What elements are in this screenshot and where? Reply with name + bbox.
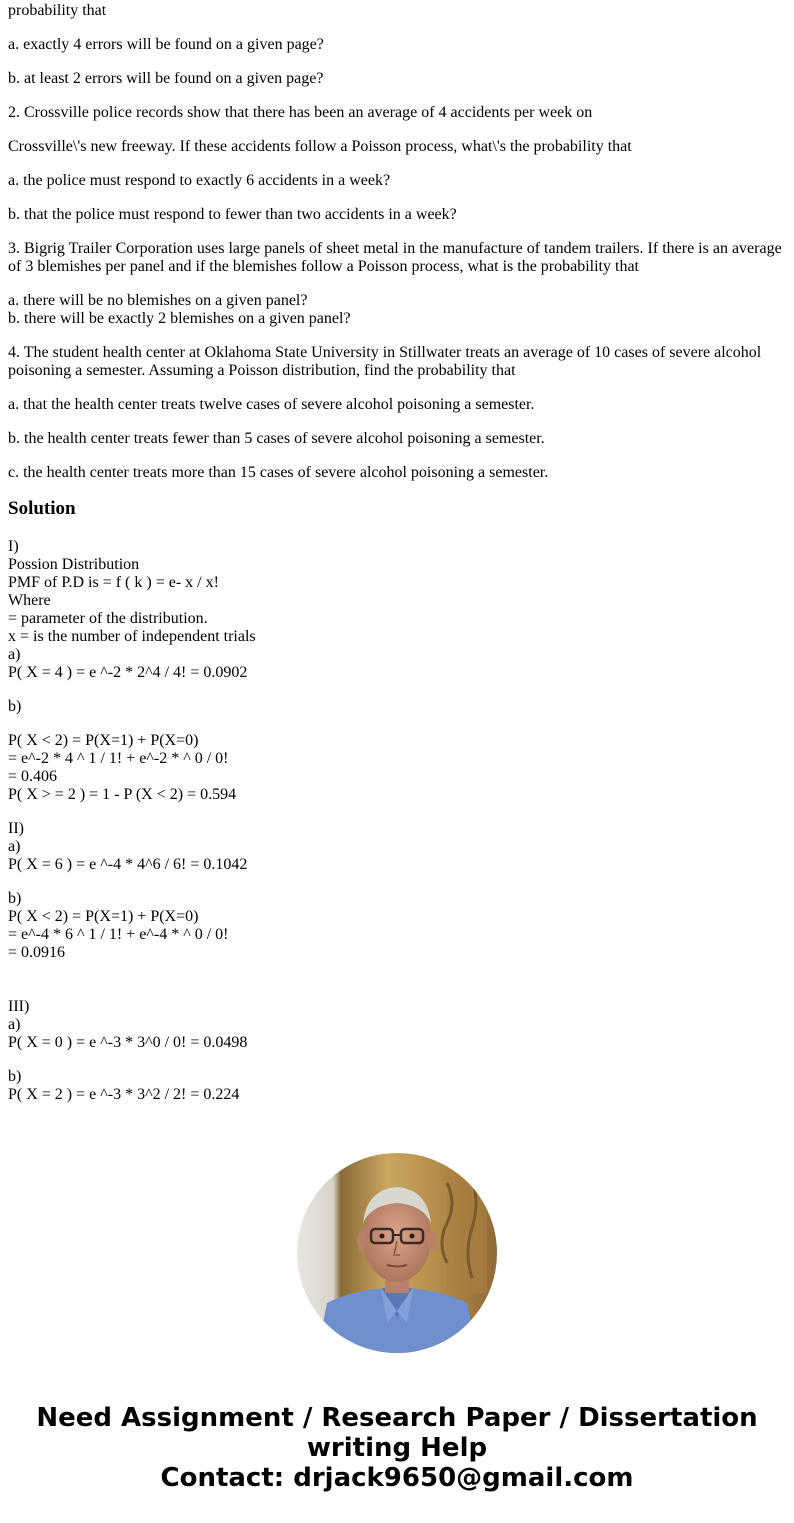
- problem-4-intro: 4. The student health center at Oklahoma State University in Stillwater treats an average of 10 cases of severe alcohol poisoning a semester. Assuming a Poisson distribution, find the probability that: [8, 344, 762, 379]
- solution-line: = 0.406: [8, 768, 58, 785]
- spacer: [8, 962, 786, 998]
- solution-line: x = is the number of independent trials: [8, 628, 256, 645]
- author-photo-illustration: [297, 1153, 497, 1353]
- problem-1-part-a: a. exactly 4 errors will be found on a given page?: [8, 36, 324, 53]
- footer-line-2: writing Help: [306, 1433, 488, 1463]
- solution-line: = e^-2 * 4 ^ 1 / 1! + e^-2 * ^ 0 / 0!: [8, 750, 229, 767]
- problem-2-part-a: a. the police must respond to exactly 6 accidents in a week?: [8, 172, 391, 189]
- document-body: [8, 0, 786, 1104]
- solution-line: b): [8, 1068, 22, 1085]
- solution-line: a): [8, 1016, 21, 1033]
- solution-line: a): [8, 646, 21, 663]
- problem-4-part-c: c. the health center treats more than 15 cases of severe alcohol poisoning a semester.: [8, 464, 549, 481]
- problem-3-parts: [8, 292, 786, 328]
- solution-line: = parameter of the distribution.: [8, 610, 208, 627]
- solution-line: PMF of P.D is = f ( k ) = e- x / x!: [8, 574, 219, 591]
- spacer: [8, 1052, 786, 1068]
- solution-part-2: [8, 820, 786, 874]
- problem-1-cutoff-line: [8, 0, 786, 2]
- problem-3-intro: 3. Bigrig Trailer Corporation uses large panels of sheet metal in the manufacture of tandem trailers. If there is an average of 3 blemishes per panel and if the blemishes follow a Poisson process, what is the probability that: [8, 240, 782, 275]
- solution-line: P( X < 2) = P(X=1) + P(X=0): [8, 908, 199, 925]
- solution-part-2b: [8, 890, 786, 962]
- solution-line: I): [8, 538, 19, 555]
- solution-line: b): [8, 890, 22, 907]
- solution-line: II): [8, 820, 24, 837]
- problem-4-part-a: a. that the health center treats twelve cases of severe alcohol poisoning a semester.: [8, 396, 535, 413]
- solution-line: III): [8, 998, 30, 1015]
- solution-part-1b: [8, 732, 786, 804]
- solution-part-3b: [8, 1068, 786, 1104]
- solution-line: P( X < 2) = P(X=1) + P(X=0): [8, 732, 199, 749]
- footer-line-1: Need Assignment / Research Paper / Dissertation: [36, 1403, 758, 1433]
- solution-line: b): [8, 698, 22, 715]
- problem-1-intro-tail: probability that: [8, 2, 107, 19]
- solution-line: P( X = 4 ) = e ^-2 * 2^4 / 4! = 0.0902: [8, 664, 248, 681]
- author-avatar: [297, 1153, 497, 1353]
- spacer: [8, 682, 786, 698]
- problem-3-part-a: a. there will be no blemishes on a given panel?: [8, 292, 308, 309]
- problem-2-intro-1: 2. Crossville police records show that there has been an average of 4 accidents per week on: [8, 104, 593, 121]
- footer-contact-banner: [0, 1403, 794, 1493]
- problem-1-part-b: b. at least 2 errors will be found on a given page?: [8, 70, 324, 87]
- footer-contact-line: Contact: drjack9650@gmail.com: [160, 1463, 634, 1493]
- spacer: [8, 874, 786, 890]
- solution-heading: Solution: [8, 498, 76, 519]
- problem-3-part-b: b. there will be exactly 2 blemishes on a given panel?: [8, 310, 351, 327]
- problem-4-part-b: b. the health center treats fewer than 5 cases of severe alcohol poisoning a semester.: [8, 430, 545, 447]
- solution-line: = e^-4 * 6 ^ 1 / 1! + e^-4 * ^ 0 / 0!: [8, 926, 229, 943]
- problem-2-intro-2: Crossville\'s new freeway. If these accidents follow a Poisson process, what\'s the probability that: [8, 138, 632, 155]
- solution-part-1: [8, 538, 786, 682]
- problem-2-part-b: b. that the police must respond to fewer than two accidents in a week?: [8, 206, 457, 223]
- solution-line: Where: [8, 592, 51, 609]
- solution-part-3: [8, 998, 786, 1052]
- solution-line: P( X = 2 ) = e ^-3 * 3^2 / 2! = 0.224: [8, 1086, 240, 1103]
- spacer: [8, 804, 786, 820]
- solution-line: = 0.0916: [8, 944, 66, 961]
- solution-line: a): [8, 838, 21, 855]
- solution-line: P( X > = 2 ) = 1 - P (X < 2) = 0.594: [8, 786, 237, 803]
- solution-line: P( X = 0 ) = e ^-3 * 3^0 / 0! = 0.0498: [8, 1034, 248, 1051]
- solution-line: Possion Distribution: [8, 556, 140, 573]
- spacer: [8, 716, 786, 732]
- solution-line: P( X = 6 ) = e ^-4 * 4^6 / 6! = 0.1042: [8, 856, 248, 873]
